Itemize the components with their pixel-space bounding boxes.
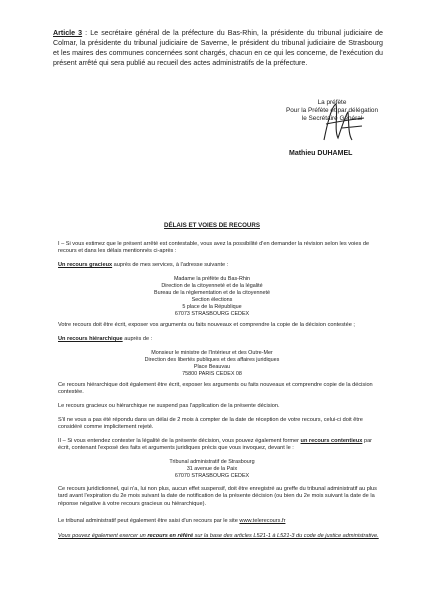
contentieux-intro: II – Si vous entendez contester la légalité de la présente décision, vous pouvez également former xyxy=(58,438,301,444)
address-line: 31 avenue de la Paix xyxy=(186,465,238,472)
address-line: Monsieur le ministre de l'Intérieur et des Outre-Mer xyxy=(151,350,273,356)
contentieux-paragraph xyxy=(58,438,380,453)
hierarchique-text: auprès de : xyxy=(122,336,153,342)
article-3-paragraph xyxy=(53,28,383,68)
address-line: Place Beauvau xyxy=(193,363,231,370)
handwritten-signature xyxy=(318,100,368,148)
tribunal-address xyxy=(80,459,344,480)
recours-heading: DÉLAIS ET VOIES DE RECOURS xyxy=(164,222,260,229)
juridictionnel-note: Ce recours juridictionnel, qui n'a, lui non plus, aucun effet suspensif, doit être enregistré au greffe du tribunal administratif au plus tard avant l'expiration du 2e mois suivant la date de notification de la présente décision (ou bien du 2e mois suivant la date de la réponse négative à votre recours gracieux ou hiérarchique). xyxy=(58,486,377,507)
address-line: 5 place de la République xyxy=(182,303,242,310)
address-line: Direction des libertés publiques et des affaires juridiques xyxy=(144,356,280,363)
address-line: 75800 PARIS CEDEX 08 xyxy=(182,370,242,377)
recours-intro: I – Si vous estimez que le présent arrêté est contestable, vous avez la possibilité d'en demander la révision selon les voies de recours et dans les délais mentionnés ci-après : xyxy=(58,241,370,255)
contentieux-label: un recours contentieux xyxy=(300,438,363,444)
address-line: Direction de la citoyenneté et de la légalité xyxy=(161,282,263,289)
refere-suffix: sur la base des articles L521-1 à L521-3 du code de justice administrative. xyxy=(193,533,379,539)
telerecours-link[interactable]: www.telerecours.fr xyxy=(239,518,286,524)
gracieux-text: auprès de mes services, à l'adresse suivante : xyxy=(112,262,229,268)
address-line: Madame la préfète du Bas-Rhin xyxy=(173,276,251,282)
article-text: : Le secrétaire général de la préfecture du Bas-Rhin, la présidente du tribunal judiciaire de Colmar, la présidente du tribunal judiciaire de Saverne, le président du tribunal judiciaire de Strasbourg et les maires des communes concernées sont chargés, chacun en ce qui les concerne, de l'exécution du présent arrêté qui sera publié au recueil des actes administratifs de la préfecture. xyxy=(53,29,384,67)
address-line: 67073 STRASBOURG CEDEX xyxy=(174,310,250,317)
telerecours-line xyxy=(58,518,380,525)
gracieux-address xyxy=(80,276,344,317)
gracieux-note: Votre recours doit être écrit, exposer vos arguments ou faits nouveaux et comprendre la copie de la décision contestée ; xyxy=(58,322,355,328)
hierarchique-line xyxy=(58,336,380,343)
signature-line-delegation: Pour la Préfète et par délégation xyxy=(285,107,378,114)
refere-prefix: Vous pouvez également exercer un xyxy=(58,533,148,539)
hierarchique-note: Ce recours hiérarchique doit également être écrit, exposer les arguments ou faits nouveaux et comprendre copie de la décision contestée. xyxy=(58,382,373,396)
refere-bold: recours en référé xyxy=(147,533,194,539)
address-line: Bureau de la réglementation et de la citoyenneté xyxy=(154,289,270,296)
address-line: 67070 STRASBOURG CEDEX xyxy=(174,472,250,479)
gracieux-line xyxy=(58,262,380,269)
signatory-name: Mathieu DUHAMEL xyxy=(289,150,353,157)
hierarchique-label: Un recours hiérarchique xyxy=(58,336,123,342)
gracieux-label: Un recours gracieux xyxy=(58,262,113,268)
contentieux-text: par écrit, contenant l'exposé des faits et arguments juridiques précis que vous invoquez, devant le : xyxy=(58,438,373,452)
signature-line-prefete: La préfète xyxy=(317,99,347,106)
suspend-note: Le recours gracieux ou hiérarchique ne suspend pas l'application de la présente décision. xyxy=(58,403,280,409)
hierarchique-address xyxy=(80,350,344,378)
address-line: Section élections xyxy=(191,296,233,303)
signature-line-secretaire: le Secrétaire Général xyxy=(301,115,363,122)
telerecours-text: Le tribunal administratif peut également être saisi d'un recours par le site xyxy=(58,518,240,524)
article-label: Article 3 xyxy=(53,29,83,37)
delai-note: S'il ne vous a pas été répondu dans un délai de 2 mois à compter de la date de réception de votre recours, celui-ci doit être considéré comme implicitement rejeté. xyxy=(58,417,363,431)
address-line: Tribunal administratif de Strasbourg xyxy=(169,459,255,465)
refere-line xyxy=(58,533,380,540)
